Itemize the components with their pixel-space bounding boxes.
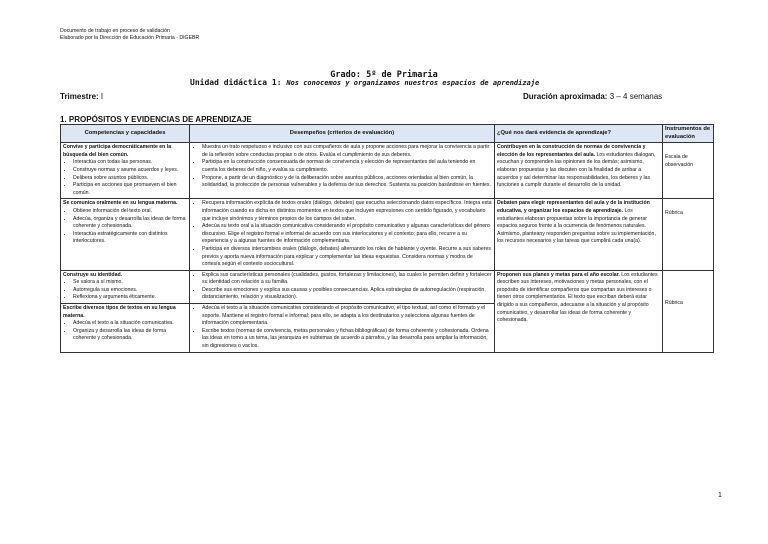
unit-label: Unidad didáctica 1: (190, 78, 282, 87)
table-row (61, 143, 714, 199)
instrumento-cell (663, 199, 714, 270)
desempenos-list (192, 272, 492, 302)
instrumento-value: Rúbrica (665, 299, 683, 306)
list-item: • Delibera sobre asuntos públicos. (73, 175, 187, 183)
list-item: • Adecúa, organiza y desarrolla las ideas de forma coherente y cohesionada. (73, 216, 187, 231)
list-item: • Construye normas y asume acuerdos y leyes. (73, 167, 187, 175)
instrumento-value: Escala de observación (665, 154, 693, 168)
list-item: • Interactúa estratégicamente con distintos interlocutores. (73, 231, 187, 246)
header-line-1: Documento de trabajo en proceso de validación (60, 28, 170, 34)
list-item: • Escribe textos (normas de convivencia, metas personales y fichas bibliográficas) de forma coherente y cohesionada. Ordena las ideas en torno a un tema, las jerarquiza en subtemas de acuerdo a párrafos, y las desarrolla para ampliar la información, sin digresiones o vacíos. (202, 328, 492, 351)
trimester (60, 92, 103, 101)
list-item: • Describe sus emociones y explica sus causas y posibles consecuencias. Aplica estrategias de autorregulación (respiración, distanciamiento, relación y visualización). (202, 287, 492, 302)
desempenos-cell (190, 199, 495, 270)
list-item: • Adecúa el texto a la situación comunicativa considerando el propósito comunicativo, el tipo textual, así como el formato y el soporte. Mantiene el registro formal e informal; para ello, se adapta a los destinatarios y selecciona algunas fuentes de información complementaria. (202, 305, 492, 328)
competencia-title: Construye su identidad. (63, 271, 123, 278)
desempenos-list (192, 144, 492, 190)
list-item: • Recupera información explícita de textos orales (diálogo, debates) que escucha seleccionando datos específicos. Integra esta información cuando es dicha en distintos momentos en textos que incluyen expresiones con sentido figurado, y vocabulario que incluye sinónimos y términos propios de los campos del saber. (202, 200, 492, 223)
capacidades-list (63, 159, 187, 197)
trimester-label: Trimestre: (60, 92, 99, 101)
list-item: • Obtiene información del texto oral. (73, 208, 187, 216)
header-line-2: Elaborado por la Dirección de Educación Primaria - DIGEBR (60, 35, 200, 41)
list-item: • Reflexiona y argumenta éticamente. (73, 294, 187, 302)
trimester-value: I (100, 92, 104, 101)
evidencia-text: Los estudiantes elaboran propuestas sobre la importancia de generar espacios seguros frente a la ocurrencia de fenómenos naturales. Asimismo, planteany responden preguntas sobre su implementación, los recursos necesarios y las tareas que cumplirá cada una(a). (497, 207, 656, 245)
instrumento-value: Rúbrica (665, 210, 683, 217)
list-item: • Muestra un trato respetuoso e inclusivo con sus compañeros de aula y propone acciones para mejorar la convivencia a partir de la reflexión sobre conductas propias o de otros. Evalúa el cumplimiento de sus deberes. (202, 144, 492, 159)
evidencia-cell (495, 143, 663, 199)
table-row (61, 199, 714, 270)
purposes-table (60, 124, 714, 353)
header-evidencia: ¿Qué nos dará evidencia de aprendizaje? (495, 125, 663, 143)
instrumento-cell (663, 270, 714, 352)
capacidades-list (63, 208, 187, 246)
list-item: • Organiza y desarrolla las ideas de forma coherente y cohesionada. (73, 328, 187, 343)
desempenos-cell (190, 270, 495, 303)
page-number: 1 (718, 492, 722, 499)
section-title: 1. PROPÓSITOS Y EVIDENCIAS DE APRENDIZAJE (60, 115, 252, 124)
list-item: • Se valora a sí mismo. (73, 279, 187, 287)
evidencia-text: Los estudiantes describen sus intereses, motivaciones y metas personales, con el propósito de identificar compañeros que compartan sus intereses o tienen otros complementarios. El texto que escriban deberá estar dirigido a sus compañeros, adecuarse a la situación y al propósito comunicativo, y desarrollar las ideas de forma coherente y cohesionada. (497, 271, 658, 324)
table-row (61, 270, 714, 303)
desempenos-cell (190, 143, 495, 199)
competencia-title: Escribe diversos tipos de textos en su lengua materna. (63, 305, 176, 319)
competencia-cell (61, 270, 190, 303)
desempenos-cell (190, 304, 495, 353)
unit-name: Nos conocemos y organizamos nuestros espacios de aprendizaje (286, 79, 540, 87)
desempenos-list (192, 200, 492, 268)
duration-value: 3 – 4 semanas (609, 92, 663, 101)
competencia-cell (61, 143, 190, 199)
list-item: • Participa en diversos intercambios orales (diálogo, debates) alternando los roles de hablante y oyente. Recurre a sus saberes previos y aporta nueva información para explicar y complementar las ideas expuestas. Considera normas y modos de cortesía según el contexto sociocultural. (202, 246, 492, 269)
list-item: • Participa en acciones que promueven el bien común. (73, 182, 187, 197)
evidencia-title: Contribuyen en la construcción de normas de convivencia y elección de los representantes del aula. (497, 144, 646, 158)
table-header-row (61, 125, 714, 143)
header-desempenos: Desempeños (criterios de evaluación) (190, 125, 495, 143)
competencia-title: Se comunica oralmente en su lengua materna. (63, 200, 178, 207)
header-competencias: Competencias y capacidades (61, 125, 190, 143)
evidencia-text: Los estudiantes dialogan, escuchan y comprenden las opiniones de los demás; asimismo, elaboran propuestas y las discuten con la finalidad de arribar a acuerdos y así determinar las responsabilidades, los deberes y las funciones a cumplir durante el desarrollo de la unidad. (497, 151, 656, 189)
list-item: • Explica sus características personales (cualidades, gustos, fortalezas y limitaciones), las cuales le permiten definir y fortalecer su identidad con relación a su familia. (202, 272, 492, 287)
evidencia-title: Proponen sus planes y metas para el año escolar. (497, 271, 620, 278)
list-item: • Participa en la construcción consensuada de normas de convivencia y elección de representantes del aula teniendo en cuenta los deberes del niño, y evalúa su cumplimiento. (202, 159, 492, 174)
instrumento-cell (663, 143, 714, 199)
list-item: • Adecúa su texto oral a la situación comunicativa considerando el propósito comunicativo y algunas características del género discursivo. Elige el registro formal e informal de acuerdo con sus interlocutores y el contexto; para ello, recurre a su experiencia y a algunas fuentes de información complementaria. (202, 223, 492, 246)
capacidades-list (63, 279, 187, 302)
capacidades-list (63, 320, 187, 343)
evidencia-cell (495, 270, 663, 352)
list-item: • Autorregula sus emociones. (73, 287, 187, 295)
grade-title: Grado: 5º de Primaria (330, 70, 438, 80)
header-instrumentos: Instrumentos de evaluación (663, 125, 714, 143)
desempenos-list (192, 305, 492, 351)
competencia-cell (61, 199, 190, 270)
competencia-cell (61, 304, 190, 353)
duration (523, 92, 662, 101)
evidencia-cell (495, 199, 663, 270)
list-item: • Adecúa el texto a la situación comunicativa. (73, 320, 187, 328)
list-item: • Interactúa con todas las personas. (73, 159, 187, 167)
evidencia-title: Debaten para elegir representantes del aula y de la institución educativa, y organizar los espacios de aprendizaje. (497, 200, 650, 214)
duration-label: Duración aproximada: (523, 92, 608, 101)
list-item: • Propone, a partir de un diagnóstico y de la deliberación sobre asuntos públicos, acciones orientadas al bien común, la solidaridad, la protección de personas vulnerables y la defensa de sus derechos. Sustenta su posición basándose en fuentes. (202, 175, 492, 190)
competencia-title: Convive y participa democráticamente en la búsqueda del bien común. (63, 144, 172, 158)
unit-title (190, 78, 539, 87)
